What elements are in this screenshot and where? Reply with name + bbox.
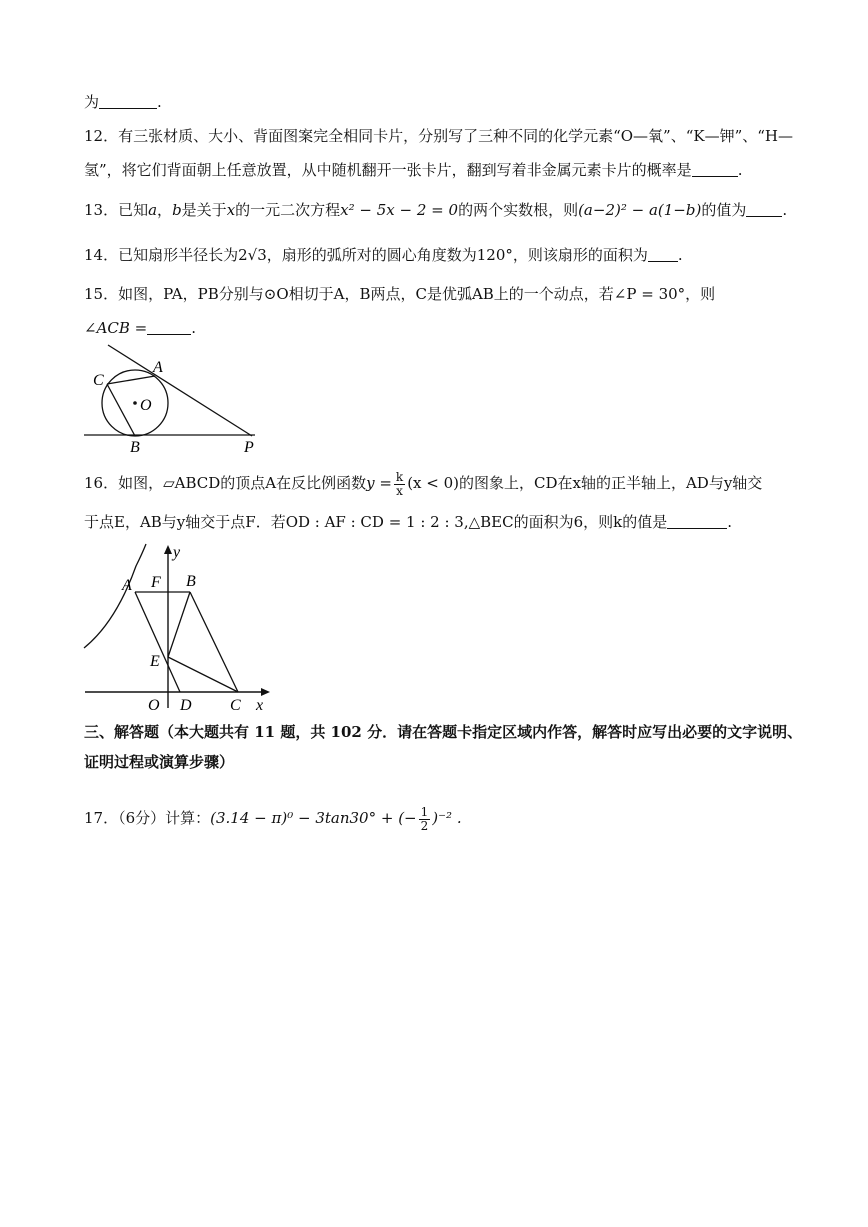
- label-o: O: [148, 697, 160, 714]
- label-a: A: [122, 577, 132, 594]
- figure-15-svg: [80, 340, 280, 458]
- label-o: O: [140, 397, 152, 414]
- fraction-k-over-x: $\frac{k}{x}$: [395, 469, 404, 498]
- segment-ec: [168, 657, 238, 692]
- label-c: C: [230, 697, 241, 714]
- q12-line1: 12．有三张材质、大小、背面图案完全相同卡片，分别写了三种不同的化学元素“O—氧”、“K—钾”、“H—: [84, 127, 794, 145]
- q17-line: 17．（6分）计算：(3.14 − π)⁰ − 3tan30° + (− $\frac{1}{2}$ )⁻² .: [84, 804, 462, 833]
- q12-line2: 氢”，将它们背面朝上任意放置，从中随机翻开一张卡片，翻到写着非金属元素卡片的概率是 .: [84, 161, 743, 179]
- fraction-one-half: $\frac{1}{2}$: [420, 804, 429, 833]
- q16-line2: 于点E，AB与y轴交于点F．若OD : AF : CD = 1 : 2 : 3,△BEC的面积为6，则k的值是 .: [84, 513, 733, 531]
- center-dot: [133, 401, 137, 405]
- label-e: E: [150, 653, 160, 670]
- label-f: F: [151, 574, 161, 591]
- answer-blank: [667, 513, 727, 529]
- label-y: y: [173, 544, 181, 561]
- label-b: B: [130, 439, 140, 456]
- q14-line: 14．已知扇形半径长为2√3，扇形的弧所对的圆心角度数为120°，则该扇形的面积为 .: [84, 246, 683, 264]
- answer-blank: [692, 161, 738, 177]
- section-3-heading-cont: 证明过程或演算步骤）: [84, 753, 235, 771]
- section-3-heading: 三、解答题（本大题共有 11 题，共 102 分．请在答题卡指定区域内作答，解答时应写出必要的文字说明、: [84, 723, 803, 741]
- segment-cb: [107, 384, 135, 436]
- answer-blank: [746, 201, 782, 217]
- q15-line1: 15．如图，PA，PB分别与⊙O相切于A，B两点，C是优弧AB上的一个动点，若∠P = 30°，则: [84, 285, 716, 303]
- answer-blank: [648, 246, 678, 262]
- answer-blank: [99, 93, 157, 109]
- x-axis-arrow: [261, 688, 270, 696]
- label-b: B: [186, 573, 196, 590]
- figure-16: [80, 540, 280, 720]
- label-d: D: [180, 697, 192, 714]
- label-p: P: [244, 439, 254, 456]
- figure-16-svg: [80, 540, 280, 716]
- segment-eb: [168, 592, 190, 657]
- tangent-pa: [108, 345, 252, 436]
- segment-bc: [190, 592, 238, 692]
- q11-tail: 为 .: [84, 93, 162, 111]
- answer-blank: [147, 319, 191, 335]
- y-axis-arrow: [164, 545, 172, 554]
- q16-line1: 16．如图，▱ABCD的顶点A在反比例函数y = $\frac{k}{x}$ (x < 0)的图象上，CD在x轴的正半轴上，AD与y轴交: [84, 469, 763, 498]
- label-a: A: [153, 359, 163, 376]
- figure-15: [80, 340, 280, 462]
- q13-line: 13．已知a，b是关于x的一元二次方程x² − 5x − 2 = 0的两个实数根，则(a−2)² − a(1−b)的值为 .: [84, 201, 788, 219]
- label-x: x: [256, 697, 264, 714]
- q15-line2: ∠ACB = .: [84, 319, 197, 337]
- label-c: C: [93, 372, 104, 389]
